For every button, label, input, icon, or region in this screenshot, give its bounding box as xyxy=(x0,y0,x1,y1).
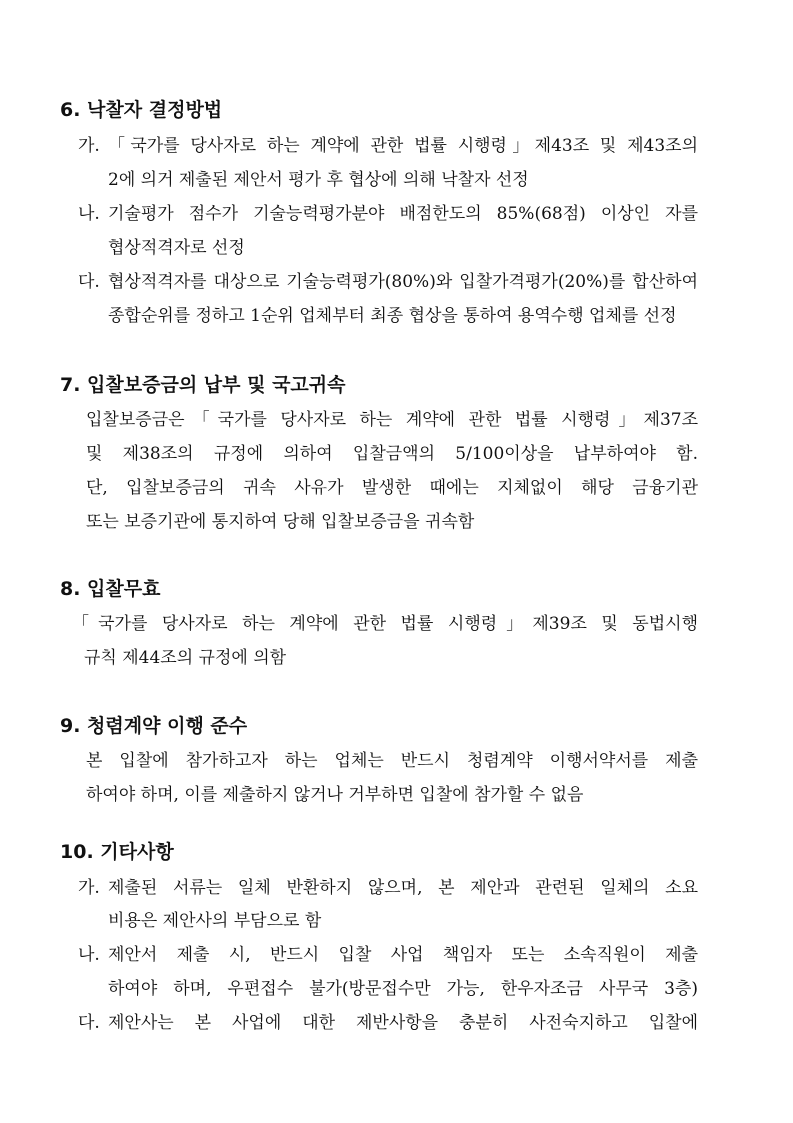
section-10-item-1-line-2: 비용은 제안사의 부담으로 함 xyxy=(108,911,322,931)
section-7-line-2: 및 제38조의 규정에 의하여 입찰금액의 5/100이상을 납부하여야 함. xyxy=(86,444,698,464)
section-7-line-1: 입찰보증금은「국가를 당사자로 하는 계약에 관한 법률 시행령」제37조 xyxy=(86,410,698,430)
section-7-heading: 7. 입찰보증금의 납부 및 국고귀속 xyxy=(60,374,346,396)
section-10-heading: 10. 기타사항 xyxy=(60,841,174,863)
section-8-heading: 8. 입찰무효 xyxy=(60,578,161,600)
section-6-item-3-line-1: 협상적격자를 대상으로 기술능력평가(80%)와 입찰가격평가(20%)를 합산하여 xyxy=(108,272,698,292)
section-6-item-2-line-1: 기술평가 점수가 기술능력평가분야 배점한도의 85%(68점) 이상인 자를 xyxy=(108,204,698,224)
section-6-item-1-line-2: 2에 의거 제출된 제안서 평가 후 협상에 의해 낙찰자 선정 xyxy=(108,170,529,190)
section-9-heading: 9. 청렴계약 이행 준수 xyxy=(60,715,248,737)
section-6-item-2-line-2: 협상적격자로 선정 xyxy=(108,238,245,258)
section-6-item-1-line-1: 「국가를 당사자로 하는 계약에 관한 법률 시행령」제43조 및 제43조의 xyxy=(108,136,698,156)
section-9-line-1: 본 입찰에 참가하고자 하는 업체는 반드시 청렴계약 이행서약서를 제출 xyxy=(86,751,698,771)
section-8-line-1: 「국가를 당사자로 하는 계약에 관한 법률 시행령」제39조 및 동법시행 xyxy=(72,614,698,634)
section-6-item-3-marker: 다. xyxy=(78,272,100,292)
section-10-item-2-marker: 나. xyxy=(78,945,100,965)
section-10-item-3-marker: 다. xyxy=(78,1013,100,1033)
section-6-item-2-marker: 나. xyxy=(78,204,100,224)
section-10-item-2-line-1: 제안서 제출 시, 반드시 입찰 사업 책임자 또는 소속직원이 제출 xyxy=(108,945,698,965)
section-9-line-2: 하여야 하며, 이를 제출하지 않거나 거부하면 입찰에 참가할 수 없음 xyxy=(86,785,584,805)
section-6-item-3-line-2: 종합순위를 정하고 1순위 업체부터 최종 협상을 통하여 용역수행 업체를 선정 xyxy=(108,306,677,326)
section-10-item-1-line-1: 제출된 서류는 일체 반환하지 않으며, 본 제안과 관련된 일체의 소요 xyxy=(108,878,698,898)
section-7-line-4: 또는 보증기관에 통지하여 당해 입찰보증금을 귀속함 xyxy=(86,512,475,532)
section-10-item-1-marker: 가. xyxy=(78,878,100,898)
section-6-item-1-marker: 가. xyxy=(78,136,100,156)
section-10-item-3-line-1: 제안사는 본 사업에 대한 제반사항을 충분히 사전숙지하고 입찰에 xyxy=(108,1013,698,1033)
section-7-line-3: 단, 입찰보증금의 귀속 사유가 발생한 때에는 지체없이 해당 금융기관 xyxy=(86,478,698,498)
section-10-item-2-line-2: 하여야 하며, 우편접수 불가(방문접수만 가능, 한우자조금 사무국 3층) xyxy=(108,979,698,999)
section-6-heading: 6. 낙찰자 결정방법 xyxy=(60,99,223,121)
section-8-line-2: 규칙 제44조의 규정에 의함 xyxy=(84,648,287,668)
